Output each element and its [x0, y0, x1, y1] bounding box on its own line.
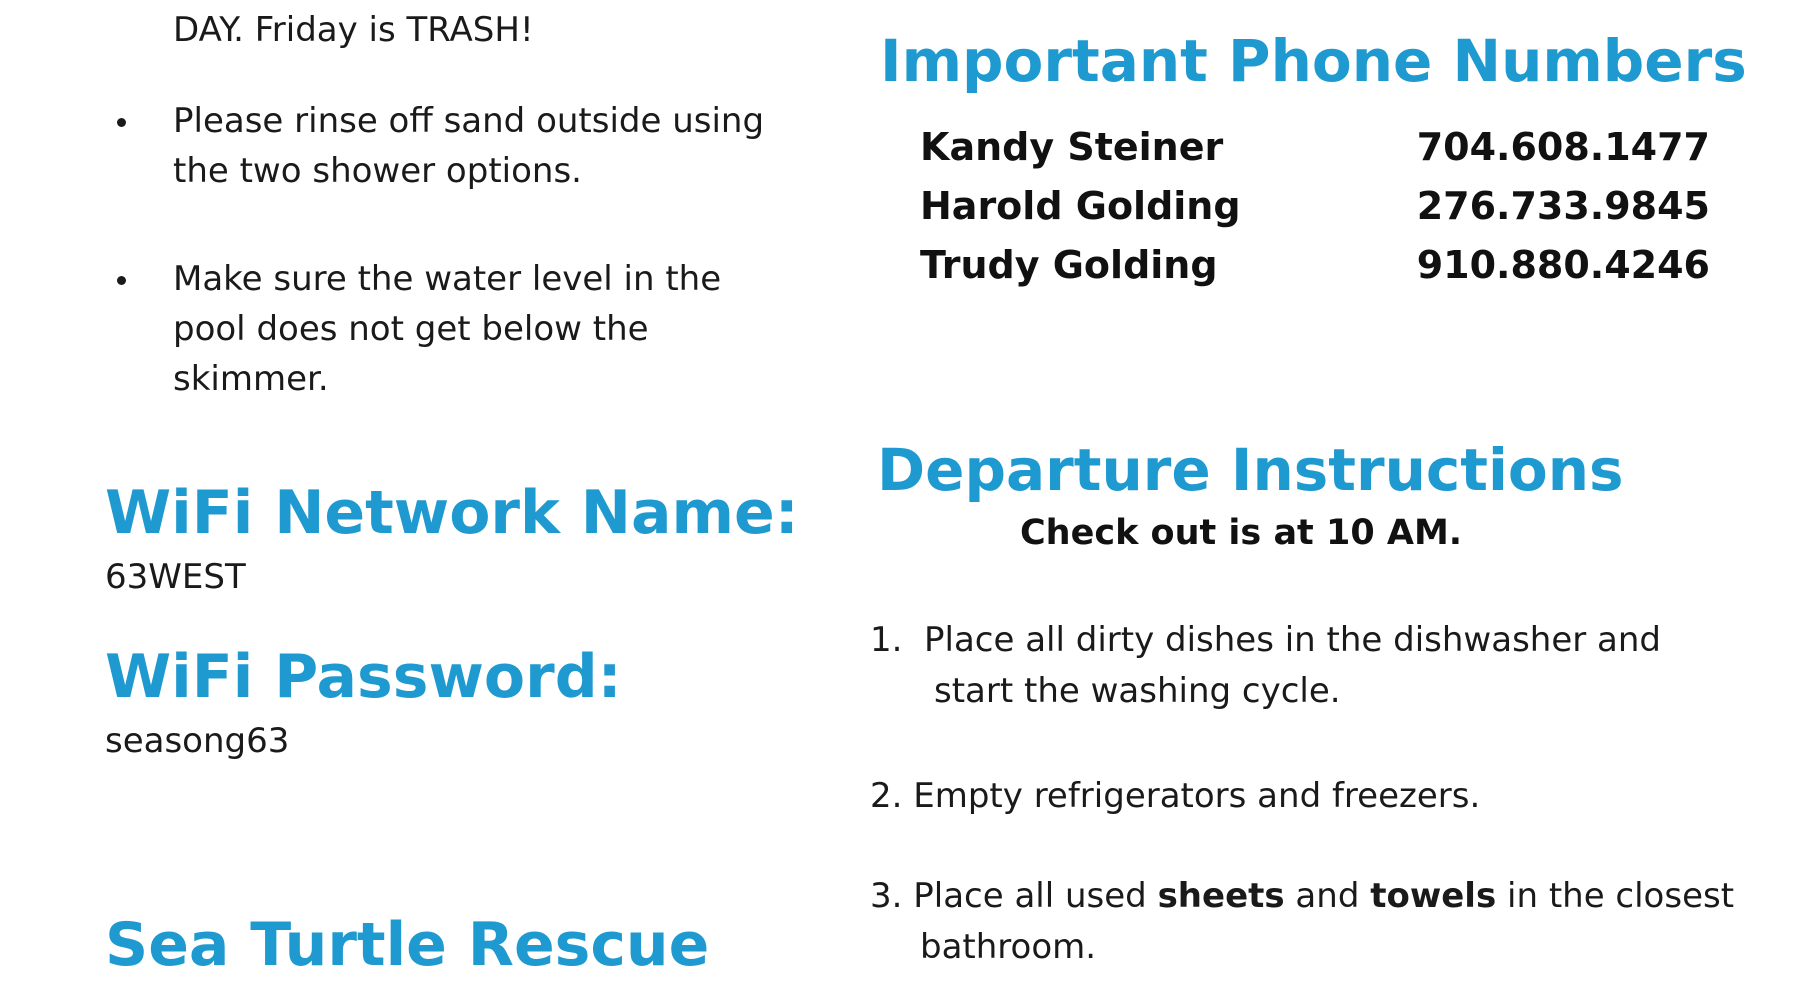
step-text-part: 3. Place all used [870, 876, 1158, 916]
sea-turtle-heading: Sea Turtle Rescue [105, 910, 710, 980]
bullet-icon [117, 276, 126, 285]
wifi-password-value: seasong63 [105, 721, 290, 761]
step-number: 1. [870, 620, 903, 660]
list-item [870, 871, 1770, 973]
contact-phone: 704.608.1477 [1416, 125, 1710, 169]
contact-phone: 276.733.9845 [1416, 184, 1710, 228]
wifi-network-value: 63WEST [105, 557, 246, 597]
towels-emphasis: towels [1370, 876, 1497, 916]
phone-row [920, 236, 1710, 295]
list-item: 2. Empty refrigerators and freezers. [870, 776, 1481, 816]
bullet-icon [117, 118, 126, 127]
contact-name: Kandy Steiner [920, 125, 1224, 169]
list-item [105, 96, 825, 206]
bullet-text [173, 96, 813, 196]
phone-list [920, 118, 1710, 295]
bullet-line: pool does not get below the [173, 309, 649, 349]
contact-name: Trudy Golding [920, 243, 1218, 287]
bullet-text [173, 254, 813, 404]
bullet-line: skimmer. [173, 359, 329, 399]
trash-day-text: DAY. Friday is TRASH! [173, 10, 534, 50]
checkout-time: Check out is at 10 AM. [1020, 513, 1463, 553]
wifi-password-heading: WiFi Password: [105, 642, 622, 712]
phone-numbers-heading: Important Phone Numbers [880, 27, 1747, 95]
sheets-emphasis: sheets [1157, 876, 1285, 916]
contact-name: Harold Golding [920, 184, 1241, 228]
list-item [105, 254, 825, 414]
step-text: Place all dirty dishes in the dishwasher and [924, 620, 1662, 660]
bullet-line: Make sure the water level in the [173, 259, 722, 299]
step-text: start the washing cycle. [934, 671, 1341, 711]
bullet-line: the two shower options. [173, 151, 582, 191]
wifi-network-heading: WiFi Network Name: [105, 478, 799, 548]
phone-row [920, 118, 1710, 177]
step-text-part: and [1284, 876, 1371, 916]
step-text-part: in the closest [1496, 876, 1735, 916]
phone-row [920, 177, 1710, 236]
contact-phone: 910.880.4246 [1416, 243, 1710, 287]
step-text: bathroom. [920, 927, 1097, 967]
step-text [870, 871, 1770, 922]
departure-heading: Departure Instructions [877, 436, 1624, 504]
bullet-line: Please rinse off sand outside using [173, 101, 765, 141]
